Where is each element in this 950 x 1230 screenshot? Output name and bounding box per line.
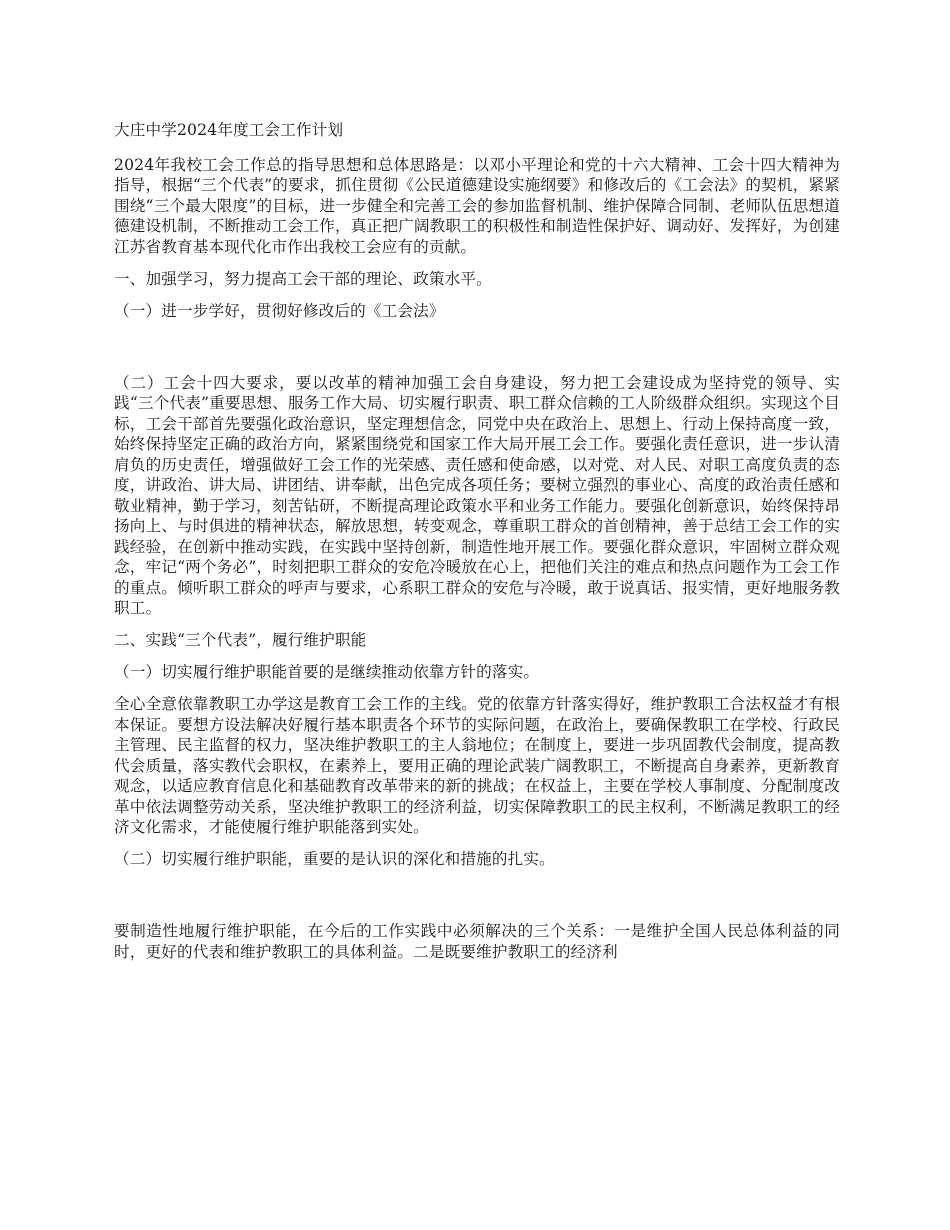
blank-gap: [114, 881, 840, 921]
section-1-heading: 一、加强学习，努力提高工会干部的理论、政策水平。: [114, 269, 492, 288]
section-2-subheading-2: （二）切实履行维护职能，重要的是认识的深化和措施的扎实。: [114, 850, 555, 868]
section-2-paragraph-1: 全心全意依靠教职工办学这是教育工会工作的主线。党的依靠方针落实得好，维护教职工合法权益才有根本保证。要想方设法解决好履行基本职责各个环节的实际问题，在政治上，要确保教职工在学校、行政民主管理、民主监督的权力，坚决维护教职工的主人翁地位；在制度上，要进一步巩固教代会制度，提高教代会质量，落实教代会职权，在素养上，要用正确的理论武装广阔教职工，不断提高自身素养，更新教育观念，以适应教育信息化和基础教育改革带来的新的挑战；在权益上，主要在学校人事制度、分配制度改革中依法调整劳动关系，坚决维护教职工的经济利益，切实保障教职工的民主权利，不断满足教职工的经济文化需求，才能使履行维护职能落到实处。: [114, 695, 840, 836]
section-2-subheading-1: （一）切实履行维护职能首要的是继续推动依靠方针的落实。: [114, 663, 540, 681]
intro-paragraph: 2024年我校工会工作总的指导思想和总体思路是：以邓小平理论和党的十六大精神、工会十四大精神为指导，根据“三个代表”的要求，抓住贯彻《公民道德建设实施纲要》和修改后的《工会法》的契机，紧紧围绕“三个最大限度”的目标，进一步健全和完善工会的参加监督机制、维护保障合同制、老师队伍思想道德建设机制，不断推动工会工作，真正把广阔教职工的积极性和制造性保护好、调动好、发挥好，为创建江苏省教育基本现代化市作出我校工会应有的贡献。: [114, 155, 840, 256]
section-1-subparagraph-2: （二）工会十四大要求，要以改革的精神加强工会自身建设，努力把工会建设成为坚持党的领导、实践“三个代表”重要思想、服务工作大局、切实履行职责、职工群众信赖的工人阶级群众组织。实现这个目标，工会干部首先要强化政治意识，坚定理想信念，同党中央在政治上、思想上、行动上保持高度一致，始终保持坚定正确的政治方向，紧紧围绕党和国家工作大局开展工会工作。要强化责任意识，进一步认清肩负的历史责任，增强做好工会工作的光荣感、责任感和使命感，以对党、对人民、对职工高度负责的态度，讲政治、讲大局、讲团结、讲奉献，出色完成各项任务；要树立强烈的事业心、高度的政治责任感和敬业精神，勤于学习，刻苦钻研，不断提高理论政策水平和业务工作能力。要强化创新意识，始终保持昂扬向上、与时俱进的精神状态，解放思想，转变观念，尊重职工群众的首创精神，善于总结工会工作的实践经验，在创新中推动实践，在实践中坚持创新，制造性地开展工作。要强化群众意识，牢固树立群众观念，牢记“两个务必”，时刻把职工群众的安危冷暖放在心上，把他们关注的难点和热点问题作为工会工作的重点。倾听职工群众的呼声与要求，心系职工群众的安危与冷暖，敢于说真话、报实情，更好地服务教职工。: [114, 373, 840, 617]
blank-gap: [114, 333, 840, 373]
section-1-subheading-1: （一）进一步学好，贯彻好修改后的《工会法》: [114, 301, 445, 320]
section-2-heading: 二、实践“三个代表”，履行维护职能: [114, 631, 367, 649]
document-title: 大庄中学2024年度工会工作计划: [114, 121, 344, 139]
document-page: [114, 120, 840, 974]
section-2-paragraph-2: 要制造性地履行维护职能，在今后的工作实践中必须解决的三个关系：一是维护全国人民总体利益的同时，更好的代表和维护教职工的具体利益。二是既要维护教职工的经济利: [114, 922, 840, 961]
